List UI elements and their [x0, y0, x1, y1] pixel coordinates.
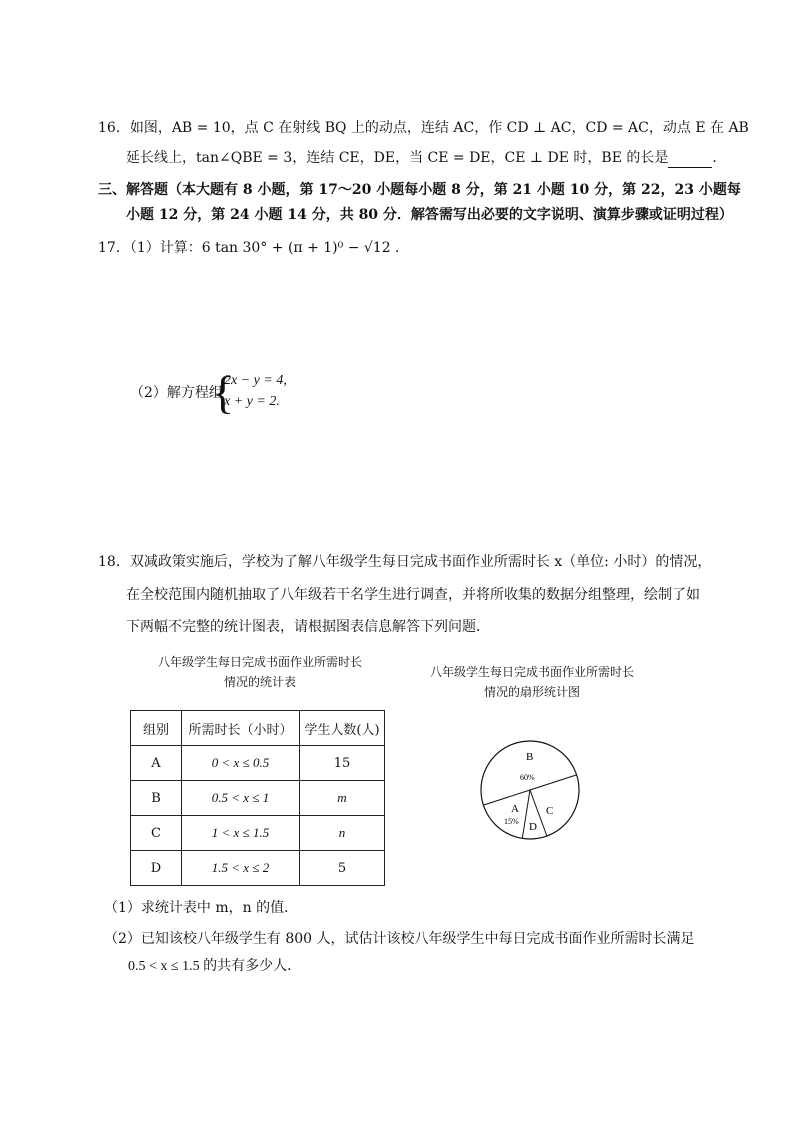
q18-sub2-line1: （2）已知该校八年级学生有 800 人，试估计该校八年级学生中每日完成书面作业所需时长满足: [104, 931, 695, 947]
q17-part2-label: （2）解方程组: [130, 385, 223, 401]
table-caption-line1: 八年级学生每日完成书面作业所需时长: [157, 655, 362, 669]
slice-label-b: B: [526, 751, 534, 763]
cell-count: n: [300, 816, 385, 851]
answer-blank: [668, 153, 712, 168]
slice-label-d: D: [529, 821, 537, 833]
header-group: 组别: [131, 711, 182, 746]
cell-duration: 1.5 < x ≤ 2: [182, 851, 300, 886]
q16-line2: [126, 148, 726, 168]
cell-duration: 0.5 < x ≤ 1: [182, 781, 300, 816]
cell-count: 15: [300, 746, 385, 781]
slice-value-b: 60%: [520, 773, 535, 782]
q18-sub1: （1）求统计表中 m，n 的值．: [104, 900, 299, 916]
chart-caption-line1: 八年级学生每日完成书面作业所需时长: [429, 665, 634, 679]
q18-line3: 下两幅不完整的统计图表，请根据图表信息解答下列问题．: [126, 619, 490, 635]
slice-label-c: C: [546, 805, 554, 817]
cell-count: m: [300, 781, 385, 816]
cell-duration: 1 < x ≤ 1.5: [182, 816, 300, 851]
cell-group: B: [131, 781, 182, 816]
cell-group: C: [131, 816, 182, 851]
slice-label-a: A: [511, 803, 519, 815]
slice-value-a: 15%: [504, 817, 519, 826]
q17-part1: 17．（1）计算：6 tan 30° + (π + 1)⁰ − √12 ．: [98, 240, 410, 256]
pie-chart: [478, 738, 582, 842]
table-row: [131, 746, 385, 781]
statistics-table: [130, 710, 385, 886]
section3-line2: 小题 12 分，第 24 小题 14 分，共 80 分．解答需写出必要的文字说明、演算步骤或证明过程）: [126, 207, 733, 223]
chart-caption-line2: 情况的扇形统计图: [483, 685, 580, 699]
cell-group: D: [131, 851, 182, 886]
table-caption-line2: 情况的统计表: [223, 675, 296, 689]
table-row: [131, 816, 385, 851]
table-row: [131, 781, 385, 816]
header-count: 学生人数(人): [300, 711, 385, 746]
cell-count: 5: [300, 851, 385, 886]
q17-eq1: 2x − y = 4,: [224, 373, 287, 388]
q18-line2: 在全校范围内随机抽取了八年级若干名学生进行调查，并将所收集的数据分组整理，绘制了如: [126, 587, 700, 603]
q16-line1: 16．如图，AB = 10，点 C 在射线 BQ 上的动点，连结 AC，作 CD ⊥ AC，CD = AC，动点 E 在 AB: [98, 120, 749, 136]
q16-line2-text: 延长线上，tan∠QBE = 3，连结 CE，DE，当 CE = DE，CE ⊥ DE 时，BE 的长是: [126, 150, 669, 166]
system-brace: {: [212, 367, 235, 418]
table-caption: [150, 652, 370, 692]
cell-duration: 0 < x ≤ 0.5: [182, 746, 300, 781]
q18-line1: 18．双减政策实施后，学校为了解八年级学生每日完成书面作业所需时长 x（单位: 小时）的情况，: [98, 554, 712, 570]
q16-line2-end: ．: [712, 150, 727, 166]
cell-group: A: [131, 746, 182, 781]
table-header-row: [131, 711, 385, 746]
q18-sub2-line2: 0.5 < x ≤ 1.5 的共有多少人．: [128, 959, 302, 974]
section3-line1: 三、解答题（本大题有 8 小题，第 17～20 小题每小题 8 分，第 21 小题 10 分，第 22，23 小题每: [98, 182, 741, 198]
chart-caption: [420, 662, 644, 702]
table-row: [131, 851, 385, 886]
header-duration: 所需时长（小时）: [182, 711, 300, 746]
q17-eq2: x + y = 2.: [224, 394, 280, 409]
